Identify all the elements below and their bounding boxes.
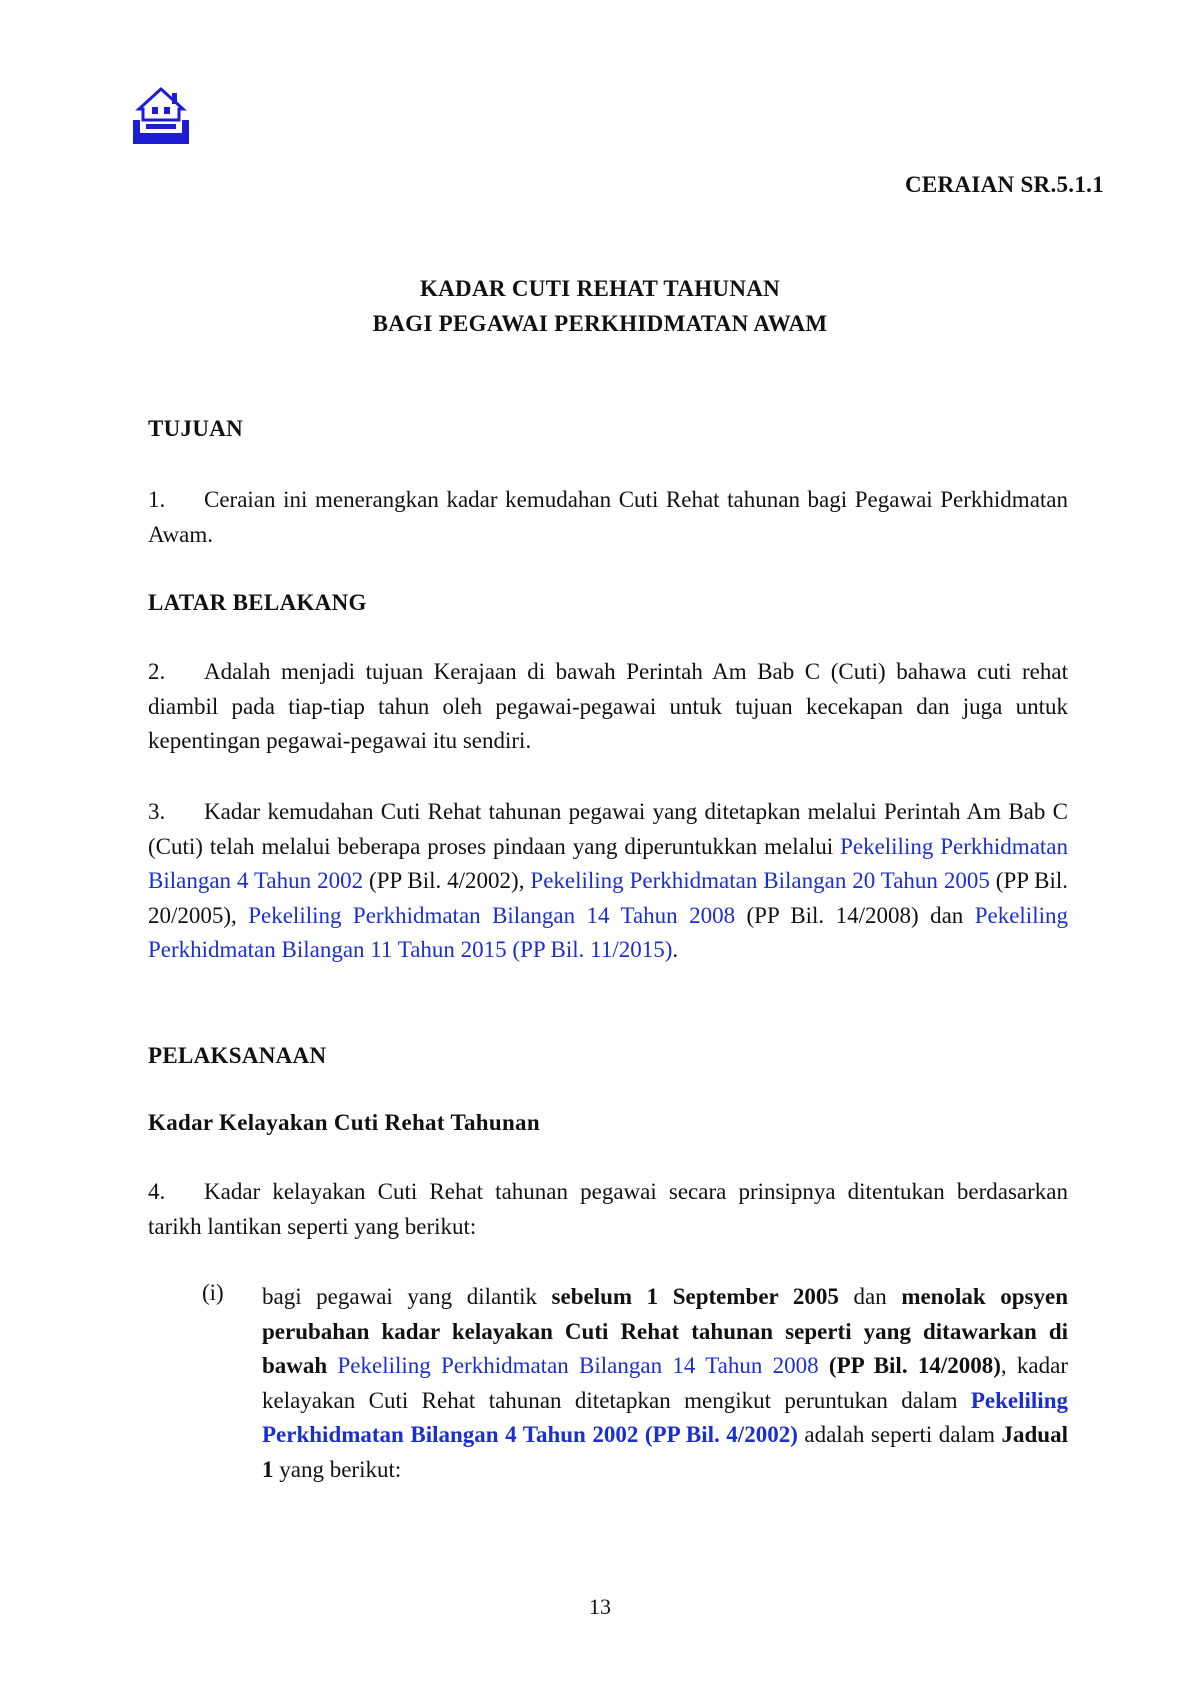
item-bold-text: (PP Bil. 14/2008) — [818, 1353, 1001, 1378]
item-bold-text: Jadual 1 — [262, 1422, 1068, 1482]
paragraph-2 — [148, 655, 1068, 759]
item-text: bagi pegawai yang dilantik — [262, 1284, 552, 1309]
subsection-heading-kadar-kelayakan: Kadar Kelayakan Cuti Rehat Tahunan — [148, 1110, 540, 1135]
paragraph-number: 2. — [148, 659, 166, 684]
paragraph-text: (PP Bil. 14/2008) dan — [735, 902, 975, 928]
item-text: dan — [838, 1284, 902, 1309]
paragraph-number: 1. — [148, 487, 166, 512]
paragraph-text: (PP Bil. 20/2005), — [148, 868, 1069, 928]
section-heading-pelaksanaan: PELAKSANAAN — [148, 1043, 327, 1068]
paragraph-4 — [148, 1175, 1068, 1244]
item-bold-text: menolak opsyen perubahan kadar kelayakan Cuti Rehat tahunan seperti yang ditawarkan di bawah — [262, 1284, 1068, 1378]
document-title-line-1: KADAR CUTI REHAT TAHUNAN — [419, 276, 781, 301]
paragraph-3 — [148, 795, 1068, 968]
paragraph-text: . — [672, 937, 679, 962]
item-text: adalah seperti dalam — [797, 1422, 1002, 1447]
paragraph-number: 3. — [148, 799, 166, 824]
paragraph-text: Adalah menjadi tujuan Kerajaan di bawah Perintah Am Bab C (Cuti) bahawa cuti rehat diambil pada tiap-tiap tahun oleh pegawai-pegawai untuk tujuan kecekapan dan juga untuk kepentingan pegawai-pegawai itu sendiri. — [148, 659, 1068, 753]
document-title-line-2: BAGI PEGAWAI PERKHIDMATAN AWAM — [372, 311, 828, 336]
item-text: , kadar kelayakan Cuti Rehat tahunan ditetapkan mengikut peruntukan dalam — [262, 1353, 1068, 1413]
paragraph-number: 4. — [148, 1179, 166, 1204]
item-text — [327, 1353, 337, 1378]
paragraph-text: Ceraian ini menerangkan kadar kemudahan Cuti Rehat tahunan bagi Pegawai Perkhidmatan Awam. — [148, 487, 1068, 547]
item-bold-text: sebelum 1 September 2005 — [551, 1284, 839, 1309]
paragraph-text: Kadar kelayakan Cuti Rehat tahunan pegawai secara prinsipnya ditentukan berdasarkan tarikh lantikan seperti yang berikut: — [148, 1179, 1068, 1239]
item-text: yang berikut: — [273, 1456, 402, 1482]
link-pp-bil-14-2008[interactable]: Pekeliling Perkhidmatan Bilangan 14 Tahun 2008 — [337, 1353, 819, 1378]
list-item-text — [262, 1280, 1068, 1487]
paragraph-text: (PP Bil. 4/2002), — [363, 868, 531, 893]
link-pp-bil-11-2015[interactable]: Pekeliling Perkhidmatan Bilangan 11 Tahun 2015 (PP Bil. 11/2015) — [148, 902, 1068, 962]
paragraph-1 — [148, 483, 1068, 552]
section-heading-latar-belakang: LATAR BELAKANG — [148, 590, 367, 615]
page-number: 13 — [589, 1594, 611, 1619]
list-item-number: (i) — [202, 1280, 224, 1305]
link-pp-bil-4-2002[interactable]: Pekeliling Perkhidmatan Bilangan 4 Tahun 2002 (PP Bil. 4/2002) — [262, 1387, 1068, 1447]
section-heading-tujuan: TUJUAN — [148, 416, 244, 441]
link-pp-bil-20-2005[interactable]: Pekeliling Perkhidmatan Bilangan 20 Tahun 2005 — [530, 868, 990, 893]
home-icon[interactable] — [130, 86, 192, 148]
link-pp-bil-14-2008[interactable]: Pekeliling Perkhidmatan Bilangan 14 Tahun 2008 — [248, 902, 736, 928]
paragraph-text: Kadar kemudahan Cuti Rehat tahunan pegawai yang ditetapkan melalui Perintah Am Bab C (Cuti) telah melalui beberapa proses pindaan yang diperuntukkan melalui — [148, 799, 1068, 859]
link-pp-bil-4-2002[interactable]: Pekeliling Perkhidmatan Bilangan 4 Tahun 2002 — [148, 833, 1069, 893]
document-reference: CERAIAN SR.5.1.1 — [904, 172, 1104, 197]
